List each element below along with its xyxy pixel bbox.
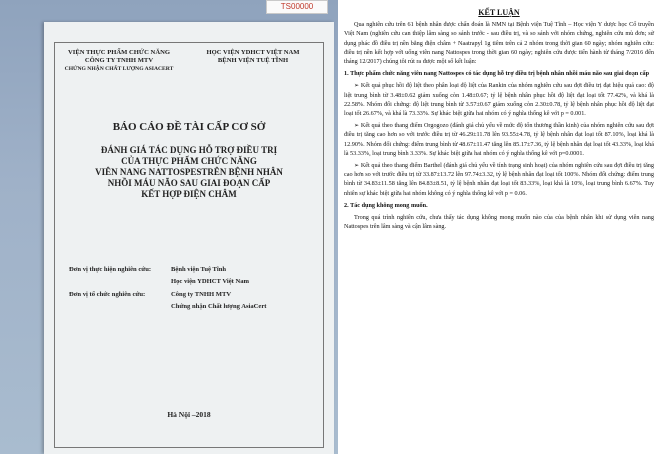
right-header bbox=[187, 49, 319, 65]
result-paragraph: ➢ Kết quả theo thang điểm Orgogozo (đánh giá chủ yếu về mức độ tổn thương thần kinh) của nhóm nghiên cứu sau đợt điều trị tăng cao hơn so với trước điều trị từ 46.29±11.78 lên 93.55±4.78, tỷ lệ bệnh nhân đạt loại tốt 87.10%, loại khá là 12.90%. Nhóm đối chứng: điểm trung bình từ 48.67±11.47 tăng lên 85.17±7.36, tỷ lệ bệnh nhân đạt loại tốt 43.33%, loại khá là 53.33%, loại trung bình 3.33%. Sự khác biệt giữa hai nhóm có ý nghĩa thống kê với p=0.0001. bbox=[344, 122, 654, 157]
result-paragraph: ➢ Kết quả theo thang điểm Barthel (đánh giá chủ yếu về tính trạng sinh hoạt) của nhóm nghiên cứu sau đợt điều trị tăng cao hơn so với trước điều trị từ 33.87±13.72 lên 97.74±3.32, tỷ lệ bệnh nhân đạt loại tốt 100%. Nhóm đối chứng: điểm trung bình từ 34.83±11.58 tăng lên 84.83±8.51, tỷ lệ bệnh nhân đạt loại tốt 83.33%, loại khá là 10%, loại trung bình 6.67%. Tuy nhiên sự khác biệt giữa hai nhóm không có ý nghĩa thống kê với p = 0.06. bbox=[344, 162, 654, 197]
header-line: HỌC VIỆN YDHCT VIỆT NAM bbox=[206, 49, 300, 56]
report-title bbox=[61, 145, 317, 200]
conclusion-intro: Qua nghiên cứu trên 61 bệnh nhân được chẩn đoán là NMN tại Bệnh viện Tuệ Tĩnh – Học viện Y dược học Cổ truyền Việt Nam (nghiên cứu can thiệp lâm sàng so sánh trước - sau điều trị, và so sánh với nhóm chứng, nghiên cứu mù đơn; sử dụng phác đồ điều trị nền bằng điện châm + Naatrapyl 1g tiêm trên cả 2 nhóm trong thời gian 60 ngày; nhóm nghiên cứu: điều trị nền kết hợp với uống viên nang Nattospes trong thời gian 60 ngày; nghiên cứu được tiến hành từ tháng 7/2016 đến tháng 12/2017) chúng tôi rút ra được một số kết luận: bbox=[344, 21, 654, 66]
report-type: BÁO CÁO ĐỀ TÀI CẤP CƠ SỞ bbox=[112, 121, 266, 133]
report-cover bbox=[44, 22, 334, 454]
unit-value: Bệnh viện Tuệ Tĩnh bbox=[171, 266, 227, 273]
left-header bbox=[59, 49, 179, 73]
org-value: Chứng nhận Chất lượng AsiaCert bbox=[171, 303, 267, 310]
cover-frame bbox=[54, 42, 324, 448]
section-heading: 2. Tác dụng không mong muốn. bbox=[344, 201, 428, 209]
header-line: CHỨNG NHẬN CHẤT LƯỢNG ASIACERT bbox=[64, 66, 174, 72]
org-value: Công ty TNHH MTV bbox=[171, 291, 232, 298]
header-line: CÔNG TY TNHH MTV bbox=[84, 57, 154, 64]
conclusion-page bbox=[338, 0, 660, 454]
unit-value: Học viện YDHCT Việt Nam bbox=[171, 278, 250, 285]
result-paragraph: ➢ Kết quả phục hồi độ liệt theo phân loại độ liệt của Rankin của nhóm nghiên cứu sau đợt điều trị đạt hiệu quả cao: độ liệt trung bình từ 3.48±0.62 giảm xuống còn 1.48±0.67; tỷ lệ bệnh nhân phục hồi độ liệt đạt loại tốt 77.42%, và khá là 22.58%. Nhóm đối chứng: độ liệt trung bình từ 3.57±0.67 giảm xuống còn 2.30±0.78, tỷ lệ bệnh nhân phục hồi độ liệt đạt loại tốt 26.67%, và khá là 73.33%. Sự khác biệt giữa hai nhóm có ý nghĩa thống kê với p = 0.001. bbox=[344, 82, 654, 118]
title-line: VIÊN NANG NATTOSPESTRÊN BỆNH NHÂN bbox=[95, 167, 283, 177]
title-line: ĐÁNH GIÁ TÁC DỤNG HỖ TRỢ ĐIỀU TRỊ bbox=[100, 145, 278, 155]
title-line: KẾT HỢP ĐIỆN CHÂM bbox=[141, 189, 237, 199]
title-line: CỦA THỰC PHẨM CHỨC NĂNG bbox=[121, 156, 257, 166]
place-year: Hà Nội –2018 bbox=[167, 410, 211, 419]
title-line: NHỒI MÁU NÃO SAU GIAI ĐOẠN CẤP bbox=[107, 178, 271, 188]
conclusion-heading: KẾT LUẬN bbox=[478, 8, 520, 17]
side-effects-paragraph: Trong quá trình nghiên cứu, chưa thấy tác dụng không mong muốn nào của của bệnh nhân khi sử dụng viên nang Nattospes trên lâm sàng và cận lâm sàng. bbox=[344, 214, 654, 231]
section-heading: 1. Thực phẩm chức năng viên nang Nattospes có tác dụng hỗ trợ điều trị bệnh nhân nhồi máu não sau giai đoạn cấp bbox=[344, 70, 650, 78]
conclusion-text bbox=[344, 8, 654, 234]
unit-label: Đơn vị thực hiện nghiên cứu: bbox=[69, 266, 152, 273]
header-line: BỆNH VIỆN TUỆ TĨNH bbox=[217, 57, 289, 64]
org-label: Đơn vị tổ chức nghiên cứu: bbox=[69, 291, 146, 298]
header-line: VIỆN THỰC PHẨM CHỨC NĂNG bbox=[68, 49, 170, 56]
document-sticker: TS00000 bbox=[266, 0, 328, 14]
